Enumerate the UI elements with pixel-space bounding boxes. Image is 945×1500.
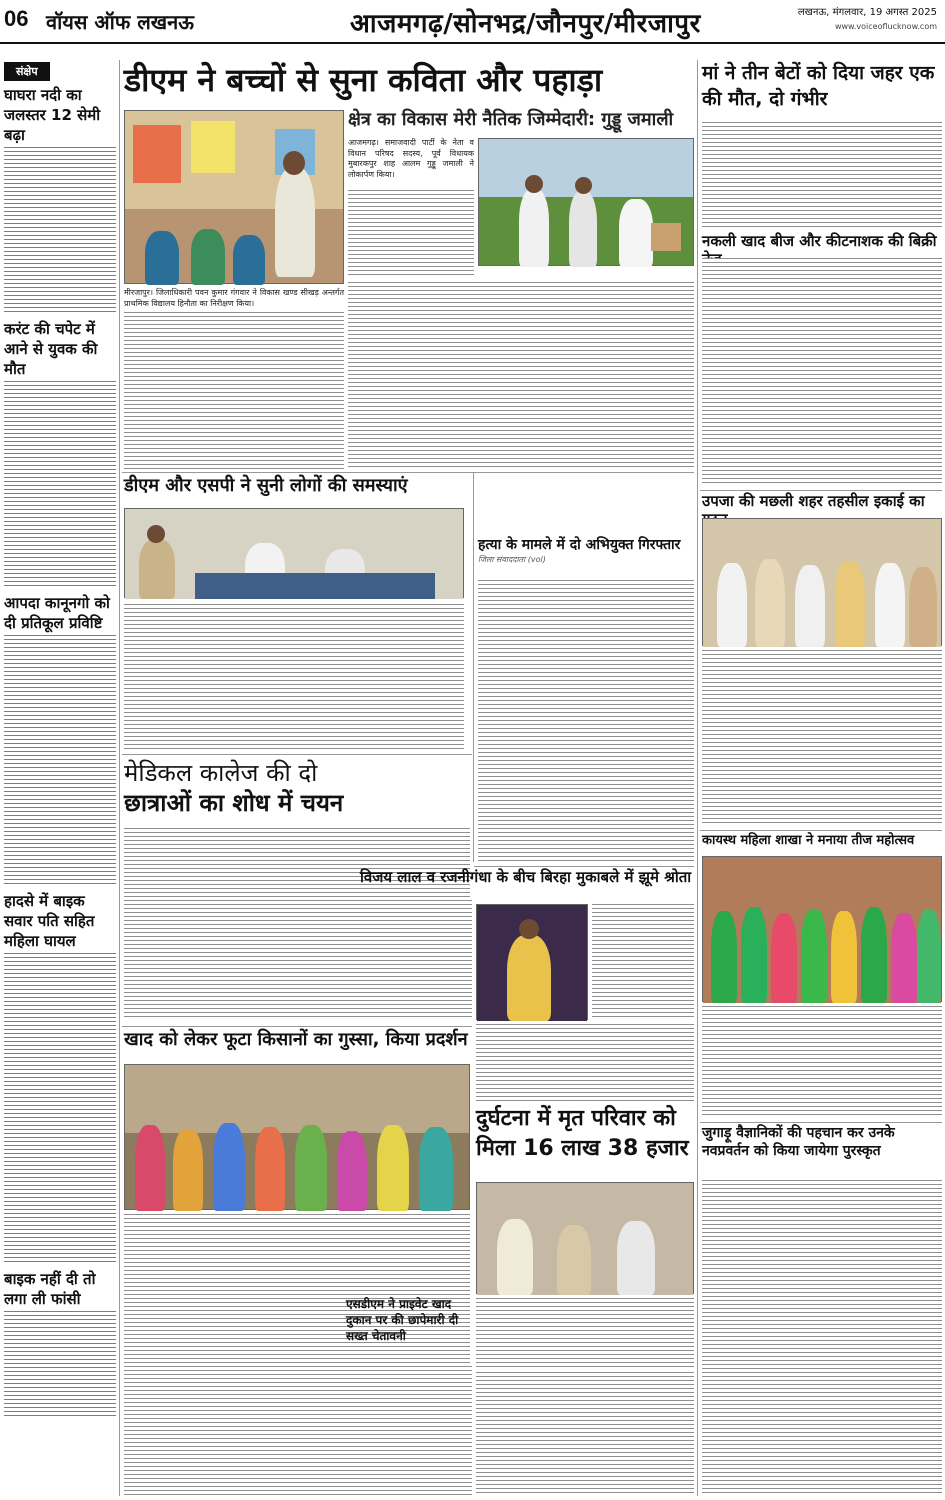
- section-rule: [122, 1026, 472, 1027]
- section-rule: [122, 754, 472, 755]
- briefs-sidebar: [4, 60, 116, 1496]
- gupta-body-2: [348, 282, 694, 468]
- brief-headline: आपदा कानूनगो को दी प्रतिकूल प्रविष्टि: [4, 594, 110, 632]
- lead-lede: मीरजापुर। जिलाधिकारी पवन कुमार गंगवार ने विकास खण्ड सीखड़ अन्तर्गत प्राथमिक विद्यालय हिनौता का निरीक्षण किया।: [124, 288, 344, 308]
- brief-headline: घाघरा नदी का जलस्तर 12 सेमी बढ़ा: [4, 86, 101, 144]
- column-rule: [473, 472, 474, 862]
- section-name: आजमगढ़/सोनभद्र/जौनपुर/मीरजापुर: [350, 9, 701, 39]
- brief-headline: बाइक नहीं दी तो लगा ली फांसी: [4, 1270, 96, 1308]
- fake-seed-body: [702, 258, 942, 486]
- field-photo: [478, 138, 694, 266]
- brief-headline: हादसे में बाइक सवार पति सहित महिला घायल: [4, 892, 95, 950]
- accident-headline-box: [476, 1104, 694, 1176]
- brief-body: [4, 635, 116, 887]
- poison-headline: मां ने तीन बेटों को दिया जहर एक की मौत, दो गंभीर: [702, 62, 935, 110]
- sdm-headline: एसडीएम ने प्राइवेट खाद दुकान पर की छापेमारी दी सख्त चेतावनी: [346, 1297, 459, 1343]
- brief-body: [4, 1311, 116, 1419]
- paper-name: वॉयस ऑफ लखनऊ: [46, 10, 194, 34]
- brief-body: [4, 147, 116, 315]
- murder-headline-box: [478, 536, 694, 576]
- birha-body-3: [476, 1024, 694, 1102]
- teej-headline-box: [702, 832, 942, 854]
- column-rule: [119, 60, 120, 1496]
- teej-body: [702, 1006, 942, 1118]
- accident-body-2: [476, 1372, 694, 1496]
- murder-headline: हत्या के मामले में दो अभियुक्त गिरफ्तार: [478, 537, 681, 553]
- jugaad-headline: जुगाड़ू वैज्ञानिकों की पहचान कर उनके नवप्रवर्तन को किया जायेगा पुरस्कृत: [702, 1125, 895, 1159]
- samadhan-headline-box: [124, 474, 474, 504]
- lead-headline-box: [124, 60, 694, 108]
- accident-photo: [476, 1182, 694, 1294]
- dateline: लखनऊ, मंगलवार, 19 अगस्त 2025: [797, 7, 937, 18]
- medical-headline-box: [124, 758, 470, 824]
- murder-body: [478, 580, 694, 862]
- accident-body: [476, 1298, 694, 1368]
- medical-headline-2: छात्राओं का शोध में चयन: [124, 789, 344, 817]
- masthead: [0, 0, 945, 44]
- teej-headline: कायस्थ महिला शाखा ने मनाया तीज महोत्सव: [702, 833, 915, 848]
- accident-headline: दुर्घटना में मृत परिवार को मिला 16 लाख 38 हजार: [476, 1106, 689, 1161]
- section-rule: [474, 866, 694, 867]
- fake-seed-headline: नकली खाद बीज और कीटनाशक की बिक्री: [702, 232, 937, 250]
- protest-photo: [124, 1064, 470, 1210]
- birha-body: [592, 904, 694, 1020]
- ujha-body: [702, 650, 942, 826]
- brief-body: [4, 953, 116, 1265]
- column-rule: [697, 60, 698, 1496]
- fertilizer-headline-box: [124, 1028, 470, 1058]
- section-rule: [700, 830, 942, 831]
- section-rule: [122, 472, 694, 473]
- ujha-headline-box: [702, 492, 942, 516]
- murder-byline: जिला संवाददाता (vol): [478, 555, 546, 564]
- brief-body: [4, 381, 116, 589]
- birha-headline: विजय लाल व रजनीगंधा के बीच बिरहा मुकाबले में झूमे श्रोता: [360, 868, 692, 886]
- samadhan-headline: डीएम और एसपी ने सुनी लोगों की समस्याएं: [124, 475, 408, 496]
- brief-headline: करंट की चपेट में आने से युवक की मौत: [4, 320, 98, 378]
- briefs-tag: संक्षेप: [4, 62, 50, 81]
- lead-headline: डीएम ने बच्चों से सुना कविता और पहाड़ा: [124, 61, 603, 99]
- poison-body: [702, 122, 942, 230]
- samadhan-body: [124, 604, 464, 750]
- ujha-photo: [702, 518, 942, 646]
- teej-photo: [702, 856, 942, 1002]
- website-link[interactable]: www.voiceoflucknow.com: [834, 22, 937, 31]
- fertilizer-headline: खाद को लेकर फूटा किसानों का गुस्सा, किया प्रदर्शन: [124, 1029, 468, 1050]
- birha-headline-box: [360, 868, 694, 896]
- gupta-headline: क्षेत्र का विकास मेरी नैतिक जिम्मेदारी: गुड्डू जमाली: [348, 109, 674, 130]
- birha-body-2: [360, 900, 472, 1020]
- page-number: 06: [4, 6, 29, 31]
- poison-headline-box: [702, 60, 942, 120]
- birha-photo: [476, 904, 588, 1020]
- section-rule: [700, 490, 942, 491]
- ujha-headline: उपजा की मछली शहर तहसील इकाई का: [702, 492, 925, 510]
- fake-seed-headline-box: [702, 232, 942, 256]
- lead-body: [124, 312, 344, 470]
- gupta-body: [348, 190, 474, 278]
- jugaad-headline-box: [702, 1124, 942, 1178]
- jugaad-body: [702, 1180, 942, 1496]
- medical-headline-1: मेडिकल कालेज की दो: [124, 759, 318, 787]
- section-rule: [700, 1122, 942, 1123]
- sdm-body: [346, 1366, 472, 1496]
- gupta-lede: आजमगढ़। समाजवादी पार्टी के नेता व विधान परिषद सदस्य, पूर्व विधायक मुबारकपुर शाह आलम गुड्डू जमाली ने लोकार्पण किया।: [348, 138, 474, 179]
- samadhan-photo: [124, 508, 464, 598]
- classroom-photo: [124, 110, 344, 284]
- sdm-headline-box: [346, 1296, 472, 1366]
